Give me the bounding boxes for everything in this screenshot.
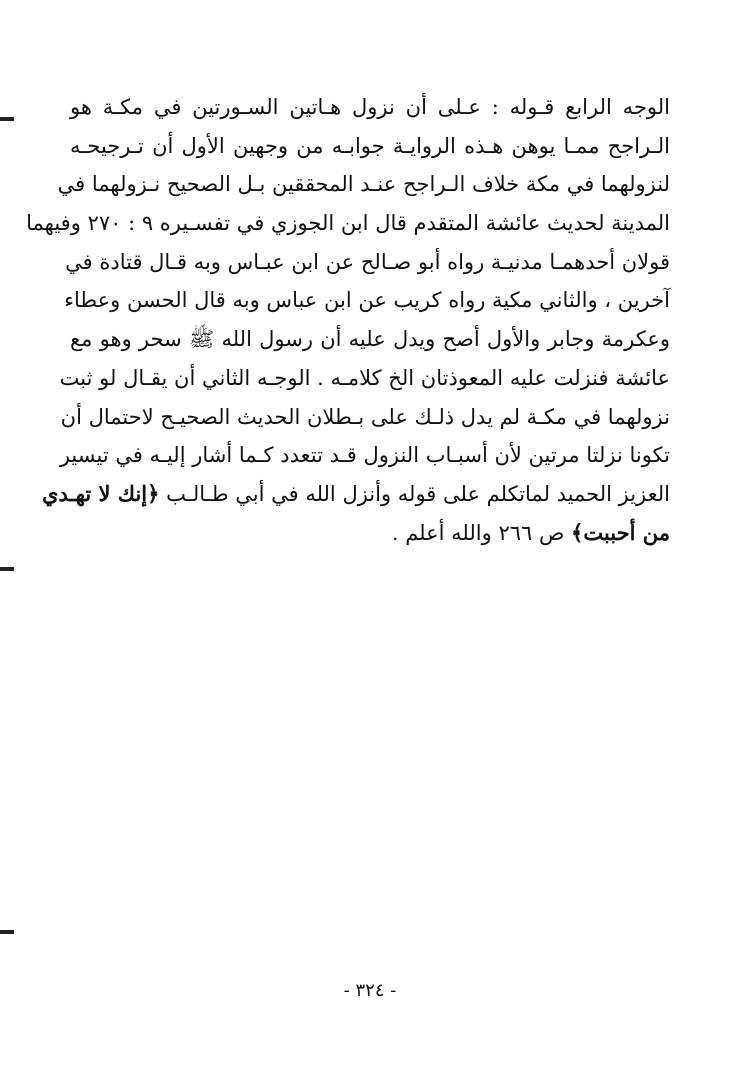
page-number: - ٣٢٤ - (343, 980, 397, 1001)
text-line: نزولهما في مكـة لم يدل ذلـك على بـطلان الحديث الصحيـح لاحتمال أن (60, 404, 670, 429)
text-line: لنزولهما في مكة خلاف الـراجح عنـد المحققين بـل الصحيح نـزولهما في (57, 172, 670, 197)
text-segment: ص ٢٦٦ والله أعلم . (391, 520, 572, 545)
scan-edge-mark (0, 567, 14, 571)
scan-edge-mark (0, 117, 14, 121)
body-text (26, 88, 670, 552)
text-line: وعكرمة وجابر والأول أصح ويدل عليه أن رسول الله ﷺ سحر وهو مع (70, 327, 670, 352)
text-line: المدينة لحديث عائشة المتقدم قال ابن الجوزي في تفسـيره ٩ : ٢٧٠ وفيهما (26, 211, 670, 236)
text-line: آخرين ، والثاني مكية رواه كريب عن ابن عباس وبه قال الحسن وعطاء (64, 288, 670, 313)
text-line: تكونا نزلتا مرتين لأن أسبـاب النزول قـد تتعدد كـما أشار إليـه في تيسير (59, 443, 670, 468)
text-line: عائشة فنزلت عليه المعوذتان الخ كلامـه . الوجـه الثاني أن يقـال لو ثبت (59, 365, 670, 390)
text-line: الوجه الرابع قـوله : عـلى أن نزول هـاتين السـورتين في مكـة هو (70, 95, 670, 119)
text-line (42, 475, 670, 514)
text-segment: العزيز الحميد لماتكلم على قوله وأنزل الله في أبي طـالـب (166, 481, 670, 506)
text-line: الـراجح ممـا يوهن هـذه الروايـة جوابـه من وجهين الأول أن تـرجيحـه (70, 133, 670, 158)
quran-quote-start: ﴿إنك لا تهـدي (42, 480, 160, 506)
text-line (70, 514, 670, 553)
quran-quote-end: من أحببت﴾ (571, 519, 670, 545)
scan-edge-mark (0, 930, 14, 934)
text-line: قولان أحدهمـا مدنيـة رواه أبو صـالح عن ابن عبـاس وبه قـال قتادة في (65, 249, 670, 274)
